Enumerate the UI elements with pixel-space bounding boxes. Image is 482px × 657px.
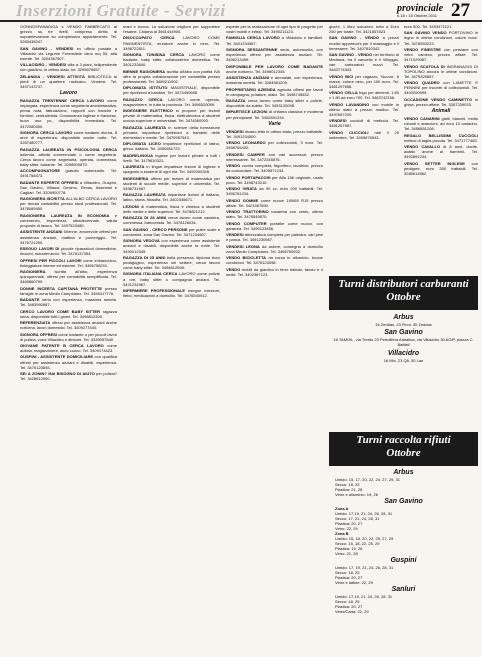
ad-body: attrezzatura completa per palestra, vari pesi e panca. Tel. 3491230987. — [226, 232, 323, 243]
ad-body: e commercio, esperienza ultradecennale, valuta proposte di lavoro. Tel. 3497523480. — [20, 212, 117, 229]
ad-body: a Villacidro e familiari. Tel. 3401234567. — [226, 35, 323, 46]
ad-body: azienda, attività commerciale o come segreteria. Cerca lavoro come segretaria, operaia, commessa, baby sitter, badante. Tel. 3298900679. — [20, 151, 117, 167]
classified-ad — [123, 153, 220, 163]
ad-lead: SEI A ZONIN? HAI BISOGNO DI AIUTO — [20, 371, 95, 377]
ad-body: con LAMETTE E PENNINI per incontri di collezionisti. Tel. 3493200999. — [404, 80, 478, 96]
ad-lead: VENDO — [226, 163, 241, 169]
classified-ad — [20, 168, 117, 178]
ad-body: LAVORO come operaio, magazziniere, in tutta la provincia. Tel. 3496520099. — [123, 96, 220, 107]
ad-lead: SIGNORA OFFRESI — [20, 331, 58, 337]
classified-ad — [20, 46, 117, 61]
classified-ad — [226, 209, 323, 219]
ad-lead: SIGNORA ITALIANA CERCA — [123, 271, 178, 277]
classified-ad — [404, 161, 478, 176]
classified-ad — [20, 24, 117, 44]
ad-body: esegue iniezioni, flebo, medicazioni a domicilio. Tel. 3476540912. — [123, 288, 220, 299]
classified-ad — [226, 163, 323, 173]
ad-lead: RAGAZZA DI 25 ANNI — [123, 254, 166, 260]
classified-ad — [123, 141, 220, 151]
ad-body: BIBLIOTECA ai piedi di un quartiere rusticano. Vendesi. Tel. 3497143737. — [20, 73, 117, 89]
section-heading: Lavoro — [59, 90, 78, 97]
classified-ad — [123, 288, 220, 298]
classified-ad — [20, 371, 117, 381]
ad-lead: BADANTE — [20, 297, 40, 303]
ad-body: cerca lavoro come baby sitter o pulizie, disponibile da subito. Tel. 3493120098. — [226, 98, 323, 109]
classified-ad — [404, 30, 478, 45]
ad-body: impartisce ripetizioni di latino, greco, italiano. Tel. 3450981723. — [123, 141, 220, 152]
ad-body: esperte per la realizzazione di ogni tipo di progetto per vostri mobili e infissi. Tel. 3490211123. — [226, 24, 323, 35]
ad-lead: DIPLOMATA LICEO — [123, 141, 161, 147]
classified-ad — [20, 320, 117, 330]
classified-ad — [404, 47, 478, 62]
fuel-town: San Gavino — [384, 329, 423, 337]
classified-ad — [226, 64, 323, 74]
ad-lead: VENDO SETTER INGLESE — [404, 160, 465, 166]
classified-ad — [20, 246, 117, 256]
ad-body: di matematica, fisica e chimica a studenti delle medie e delle superiori. Tel. 3478821212. — [123, 203, 220, 214]
classified-ad — [20, 332, 117, 342]
ad-lead: ESEGUO LAVORI DI — [20, 246, 60, 252]
ad-body: con qualifica offresi per assistenza anziani e disabili, esperienza. Tel. 3476123845. — [20, 354, 117, 370]
ad-body: ALL'ALBO CERCA LAVORO per tenuta contabilità presso studi professionali. Tel. 3478089450. — [20, 196, 117, 212]
ad-body: frigo per alimenti, 1.80 x 1.80 ad euro 700. Tel. 3483742156. — [329, 90, 399, 101]
classified-ad — [123, 69, 220, 84]
page-header — [0, 0, 482, 22]
ad-body: in scienze della formazione primaria impartisce ripetizioni a bambini delle elementari e medie. Tel. 3470987543. — [123, 124, 220, 140]
waste-line: Vetro: 21, 28 — [335, 551, 358, 556]
ads-column-4 — [329, 24, 399, 272]
ad-body: villa a 3 piani, indipendente con giardino, in ottimo stato, tel. 3295870657. — [20, 62, 117, 73]
ad-body: con mobile in ottimo stato a prezzo modico. Tel. 3497657209. — [329, 101, 399, 117]
ad-lead: VENDO BICICLETTA — [226, 255, 267, 261]
ad-lead: BIENNE RAGIONIERA — [123, 68, 166, 74]
ad-lead: RAGAZZA LAUREATA — [123, 124, 167, 130]
page-title: Inserzioni Gratuite - Servizi — [16, 1, 226, 20]
ad-lead: RAGIONIERA LAUREATA IN ECONOMIA — [20, 212, 110, 218]
classified-ad — [226, 109, 323, 119]
ads-column-5 — [404, 24, 478, 272]
issue-label: n.18 • 15 Ottobre 2011 — [397, 13, 438, 18]
ad-body: come badante o per piccoli lavori di pulizia, zona Villacidro e dintorni. Tel. 3339057840. — [20, 331, 117, 342]
ad-lead: BADANTE ESPERTE OFFRESI — [20, 179, 79, 185]
ad-lead: SIGNORA SESSANTENNE — [226, 46, 278, 52]
ad-body: si propone per lezioni private di matematica, fisica, elettrotecnica a studenti scuola superiore e universitari. Tel. 3474560093. — [123, 108, 220, 124]
classified-ad — [123, 52, 220, 67]
ad-lead: SAN GAVINO - VENDO — [329, 52, 373, 58]
waste-town: Arbus — [393, 469, 414, 476]
classified-ad — [123, 271, 220, 286]
ad-lead: OCCASIONE VENDO CAMINETTO — [404, 96, 472, 102]
ad-body: divano letto in ottimo stato, prezzo trattabile. Tel. 3491234500. — [226, 128, 323, 139]
ad-body: e ammalati, con esperienza, massima serietà. Tel. 3284561209. — [226, 75, 323, 86]
classified-ad — [226, 221, 323, 231]
ad-body: per Alfa 156 originale, usato poco. Tel. 3498743210. — [226, 174, 323, 185]
ad-body: GONNOSFANADIGA s VENDO FABBRICATO al grezzo su tre livelli, compreso diritto di sopraelevazione su complessivo appartamento. Tel. 3283438247. — [20, 24, 117, 45]
classified-ad — [20, 309, 117, 319]
waste-turns-banner — [329, 432, 478, 466]
classified-ad — [226, 129, 323, 139]
classified-ad — [226, 47, 323, 62]
waste-banner-title: Turni raccolta rifiuti — [356, 434, 451, 446]
classified-ad — [226, 267, 323, 277]
classified-ad — [329, 90, 399, 100]
ad-body: cuccioli di meticcio. Tel. 3481267987. — [329, 118, 399, 129]
ad-body: 50enne, amorevole offresi per assistenza anziani, mattina e pomeriggio. Tel. 3476721290. — [20, 229, 117, 245]
ad-body: da ardere, consegna a domicilio zona Medio Campidano. Tel. 3498760932. — [226, 243, 323, 254]
ad-lead: GIOVANE PATENTE B CERCA LAVORO — [20, 342, 104, 348]
waste-line: Plastica: 20, 27 — [335, 604, 363, 609]
ad-body: euro 500. Tel. 3493471121. — [404, 24, 453, 29]
waste-line: Vetro/Carta: 22, 29 — [335, 609, 369, 614]
classified-ad — [20, 62, 117, 72]
waste-line: Plastica: 20, 27 — [335, 521, 363, 526]
classified-ad — [404, 80, 478, 95]
ad-body: per ragazzo, 'Nuova', 6 marce, colore nero, per 100 euro. Tel. 3481297658. — [329, 73, 399, 89]
waste-line: Secco: 18, 25 — [335, 570, 360, 575]
classified-ad — [20, 74, 117, 89]
ad-lead: REFERENZIATA — [20, 320, 51, 326]
classified-ad — [404, 24, 478, 29]
classified-ad — [226, 98, 323, 108]
ad-body: iscritta all'albo con partita IVA offre la propria collaborazione per contabilità presso professionisti. Tel. 3489211902. — [123, 68, 220, 84]
ad-body: LAVORO come badante, baby sitter, collaboratrice domestica. Tel. 3401233840. — [123, 52, 220, 68]
classified-ad — [20, 147, 117, 167]
classified-ad — [226, 186, 323, 196]
section-heading: Varie — [268, 120, 281, 127]
classified-ad — [226, 152, 323, 162]
ad-body: di chitarra classica e moderna per principianti. Tel. 3402891234. — [226, 109, 323, 120]
waste-line: Umido: 15, 18, 20, 22, 25, 27, 29 — [335, 536, 394, 541]
ad-body: presso famiglie in zona Medio Campidano. Tel. 3498417776. — [20, 285, 117, 296]
ad-lead: LEZIONI — [123, 203, 139, 209]
ad-lead: FAMIGLIA CERCA LAVORO — [226, 35, 280, 41]
ad-lead: VENDO CAVALLO — [404, 144, 441, 150]
ad-body: come imbianchino, tinteggiature interne ed esterne. Tel. 3456758291. — [20, 257, 117, 268]
ad-body: nati il 29 settembre, Tel. 3409876543. — [329, 129, 399, 140]
ad-body: in ghisa, prezzo affare. Tel. 3287239033. — [404, 96, 478, 107]
ad-body: portatile come nuovo, con garanzia. Tel. 3490123456. — [226, 220, 323, 231]
ad-body: come autista, magazziniere, aiuto cuoco. Tel. 3409174423. — [20, 342, 117, 354]
ads-column-1 — [20, 24, 117, 652]
classified-ad — [404, 133, 478, 143]
classified-ad — [123, 227, 220, 237]
ad-body: INGRANAGGI DI TOPOLINO ancora in ottime condizioni. Tel. 3475329857. — [404, 63, 478, 79]
ad-body: cucina completa, frigorifero, lavatrice, prezzo da concordare. Tel. 3409871234. — [226, 163, 323, 174]
ad-body: meticci di taglia piccola. Tel. 3471777463. — [404, 137, 478, 143]
ad-body: come badante diurna, 8 anni di esperienza, disponibile anche notte. Tel. 3287480777. — [20, 129, 117, 146]
ad-lead: INFERMIERE PROFESSIONALE — [123, 288, 186, 294]
waste-schedule — [329, 468, 478, 614]
ad-lead: CERCO LAVORO COME BABY SITTER — [20, 308, 100, 314]
ad-lead: VENDO COMPUTER — [226, 220, 267, 226]
classified-ad — [123, 35, 220, 50]
waste-line: Umido: 17, 19, 21, 24, 26, 28, 31 — [335, 565, 394, 570]
classified-ad — [20, 286, 117, 296]
classified-ad — [123, 125, 220, 140]
fuel-town: Arbus — [393, 314, 414, 321]
ad-lead: VILLACIDRO - VENDESI — [20, 62, 67, 68]
ad-body: mani e bocca. La soluzione migliore per sopportare l'esame. Chiama al 3661444900. — [123, 24, 220, 35]
section-heading: Animali — [431, 107, 451, 114]
ad-body: per pulire scale e condomini, zona San Gavino. Tel. 3471234667. — [123, 226, 220, 237]
page-number: 27 — [451, 0, 470, 21]
ad-lead: ZELANDIA - VENDESI ATTIVITÀ — [20, 73, 85, 79]
classified-ad — [226, 255, 323, 265]
waste-banner-month: Ottobre — [386, 447, 421, 459]
ad-body: con pedigree, euro 350 trattabili. Tel. 3285614562. — [404, 160, 478, 176]
ad-lead: SAN GAVINO - CERCO PERSONE — [123, 226, 188, 232]
ad-lead: SAN GAVINO VENDO — [404, 30, 447, 36]
fuel-town: Villacidro — [387, 349, 420, 357]
classified-ad — [329, 130, 399, 140]
ads-column-2 — [123, 24, 220, 652]
classified-ad — [20, 130, 117, 145]
ad-body: ragazza seria, disponibile tutti i giorni. Tel. 3498812300. — [20, 308, 117, 319]
ad-lead: VENDO LAVANDINO — [329, 101, 370, 107]
fuel-dates: 16 Zeddas, 23 Finol, 30 Zeddas — [375, 322, 432, 327]
classified-ad — [20, 354, 117, 369]
ad-body: seria, automunita, con esperienza offresi per assistenza anziani. Tel. 3456213459. — [226, 46, 323, 63]
ad-lead: VENDO CELLA — [329, 90, 358, 96]
ad-lead: RAGAZZA TRENTENNE CERCA LAVORO — [20, 98, 105, 104]
fuel-dates: 16 TAMOIL, via Trento 23 Petrolifera Adriatica, via Villacidro 30 AGIP, piazza C. Battisti — [333, 337, 474, 348]
ad-lead: VENDO GOMME — [226, 197, 259, 203]
ad-body: da corsa in alluminio, buone condizioni. Tel. 3476123098. — [226, 255, 323, 266]
ad-lead: RAGAZZO CERCA — [123, 96, 163, 102]
ad-lead: VENDO CANARINI — [404, 115, 440, 121]
waste-line: Plastica: 21, 28 — [335, 487, 363, 492]
ad-lead: VENDO VIRATA — [226, 186, 257, 192]
ad-body: a prezzi modici apparecchi per il massaggio e il benessere. Tel. 3407810342. — [329, 35, 399, 51]
ad-lead: SAN GAVINO - VENDO — [329, 35, 380, 41]
ad-lead: PROPRIETARIO AZIENDA — [226, 86, 276, 92]
ad-body: gratuito automunito. Tel. 3491758473. — [20, 168, 117, 179]
classified-ad — [20, 269, 117, 284]
ad-lead: SIGNORA VEDOVA — [123, 238, 160, 244]
ad-body: per collezionisti, 3 euro. Tel. 3458765432. — [226, 140, 323, 151]
classified-ad — [329, 24, 399, 34]
ad-body: MAGISTRALE, disponibile per ripetizioni a bambini. Tel. 3473490988. — [123, 85, 220, 96]
ad-body: ex ufficio postale a Villacidro via Legume Forensiiste vano mq 50, alta esente. Tel. 3204367507. — [20, 45, 117, 61]
ad-body: da 90 cc, euro 200 trattabili. Tel. 3456781234. — [226, 186, 323, 197]
waste-line: Vetro: 22, 29 — [335, 526, 358, 531]
ad-body: anche notturno. Tel. 3498012345. — [226, 68, 286, 74]
ad-body: impartisce lezioni di italiano, latino, storia, filosofia. Tel. 3402345671. — [123, 192, 220, 203]
ad-body: di 8 anni, docile, adatto anche ai bambini. Tel. 3492891234. — [404, 144, 478, 160]
ad-body: tosaerba con cesto, ottimo stato. Tel. 3476549870. — [226, 209, 323, 220]
ad-body: LAVORO come pulizie a ore, baby sitter o compagnia anziani. Tel. 3421234987. — [123, 271, 220, 287]
ad-lead: ASSISTENTE ANZIANI — [20, 229, 63, 235]
classified-ad — [226, 87, 323, 97]
ad-body: con esperienza come assistente anziani e disabili, disponibile anche la notte. Tel. 3490012345. — [123, 238, 220, 254]
fuel-banner-month: Ottobre — [386, 291, 421, 303]
classified-ad — [20, 98, 117, 129]
classified-ad — [123, 215, 220, 225]
classified-ad — [20, 196, 117, 211]
ad-lead: VENDO TRATTORINO — [226, 209, 269, 215]
ad-lead: ACCOMPAGNATORE — [20, 168, 60, 174]
classified-ad — [20, 258, 117, 268]
waste-line: Vetro e alluminio: 19, 26 — [335, 492, 378, 497]
classified-ad — [123, 204, 220, 214]
ad-body: come nuove 195/65 R15 prezzo affare. Tel. 3421567890. — [226, 197, 323, 208]
ad-lead: MADRELINGUA — [123, 152, 153, 158]
ad-lead: DISPONIBILE PER LAVORO COME BADANTE — [226, 63, 323, 69]
waste-line: Umido: 17,19, 21, 24, 26, 28, 31 — [335, 511, 393, 516]
ad-lead: VENDO BICI — [329, 73, 354, 79]
classified-ad — [329, 102, 399, 117]
ad-lead: RAGAZZA DI 28 ANNI — [123, 215, 167, 221]
classified-ad — [123, 108, 220, 123]
classified-ad — [404, 97, 478, 107]
ad-body: mobili da giardino in ferro battuto, tavolo e 4 sedie. Tel. 3402387123. — [226, 266, 323, 277]
ad-lead: VENDO QUADRO — [404, 80, 440, 86]
ad-lead: RAGIONIERA — [20, 268, 46, 274]
ad-lead: VENDESI LEGNA — [226, 243, 260, 249]
ad-lead: VENDESI — [329, 118, 347, 124]
waste-line: Plastica: 19, 26 — [335, 546, 363, 551]
ad-lead: VENDO PORTAPACCHI — [226, 174, 271, 180]
waste-town: Sanluri — [391, 586, 416, 593]
ad-body: con persiane con vetro camera, prezzo affare. Tel. 3471029087. — [404, 46, 478, 63]
ad-lead: SAN GAVINO - VENDESI — [20, 45, 74, 51]
waste-town: Guspini — [390, 557, 417, 564]
ad-lead: GUSPINI - ASSISTENTE DOMICILIARE — [20, 354, 94, 360]
waste-line: Secco: 18, 25 — [335, 599, 360, 604]
ads-column-3 — [226, 24, 323, 652]
classified-ad — [20, 297, 117, 307]
classified-ad — [226, 232, 323, 242]
ad-body: come impiegata, esperienza come segreteria amministrativa, prima nota, fatturazione, rapporti con banche e fornitori, centralinista. Conoscenza inglese e francese, buon uso pc, disponibilità immediata. Tel. 3472080400. — [20, 98, 117, 129]
classified-ad — [123, 164, 220, 174]
classified-ad — [226, 140, 323, 150]
classified-ad — [20, 213, 117, 228]
ad-body: piccole riparazioni domestiche, ritocchi, manutenzioni. Tel. 3478137354. — [20, 246, 117, 257]
classified-ad — [404, 144, 478, 159]
ad-lead: VENDESI CAMPER — [226, 151, 265, 157]
ad-lead: VENDO FINESTRE — [404, 46, 441, 52]
ad-lead: REGALO BELLISSIMI CUCCIOLI — [404, 132, 478, 138]
ad-lead: LAUREATA — [123, 164, 145, 170]
ad-lead: ASSISTENZA ANZIANI — [226, 75, 270, 81]
waste-line: Vetro e lattine: 22, 29 — [335, 580, 373, 585]
ad-lead: INGEGNERE ELETTRICO — [123, 108, 173, 114]
ad-lead: DONNE INCERTA CAPITANA PROTETTE — [20, 285, 103, 291]
waste-line: Umido: 15, 17, 20, 22, 24, 27, 29, 31 — [335, 477, 400, 482]
classified-ad — [226, 24, 323, 34]
classified-ad — [123, 238, 220, 253]
classified-ad — [20, 229, 117, 244]
ad-lead: SIGNORA CERCA LAVORO — [20, 129, 73, 135]
classified-ad — [123, 97, 220, 107]
ad-body: offresi per lezioni di matematica per studenti di scuole medie, superiori e università. Tel. 3496731987. — [123, 175, 220, 191]
classified-ad — [329, 52, 399, 72]
waste-line: Plastica: 20, 27 — [335, 575, 363, 580]
classified-ad — [226, 198, 323, 208]
waste-line: Secco: 15, 18, 22, 25, 29 — [335, 541, 380, 546]
ad-body: PORTOVINO in legno in ottime condizioni, colore noce. Tel. 3476553223. — [404, 30, 478, 46]
classified-ad — [329, 35, 399, 50]
classified-ad — [123, 24, 220, 34]
ad-lead: VENDESI — [226, 232, 244, 238]
ad-lead: VENDO — [226, 266, 241, 272]
ad-body: a Villacidro, Guspini, San Gavino, Villasor, Decimo, Elmas, Assemini e Cagliari. Tel. 3209900778. — [20, 179, 117, 195]
ad-lead: RAGIONIERA ISCRITTA — [20, 196, 65, 202]
ad-body: inglese per lezioni private a tutti i livelli. Tel. 3475630321. — [123, 152, 220, 163]
ad-body: gialli, bianchi, molto robusti e arancioni, ad euro 10 cadauno. Tel. 3456851208. — [404, 115, 478, 132]
waste-zone: Zona A — [335, 506, 349, 511]
ad-body: agricola offresi per lavori in campagna, potature, sfalci. Tel. 3498745632. — [226, 86, 323, 97]
classified-ad — [226, 175, 323, 185]
ad-lead: DISOCCUPATO CERCA — [123, 35, 175, 41]
newspaper-logo: provinciale — [397, 3, 444, 14]
classified-ad — [226, 244, 323, 254]
ad-lead: VENDO LEONARDO — [226, 140, 266, 146]
ad-lead: RAGAZZA LAUREATA — [123, 192, 166, 198]
classified-ad — [226, 35, 323, 45]
classified-ad — [123, 176, 220, 191]
ad-lead: INGEGNERIA — [123, 175, 149, 181]
ad-lead: IMPARTISCE LEZIONI — [226, 109, 268, 115]
waste-line: Secco: 17, 21, 24, 28, 31 — [335, 516, 380, 521]
fuel-turns-banner — [329, 276, 478, 310]
ad-body: bella presenza, diploma liceo pedagogico, esperienza nel settore, cerca lavoro come baby sitter. Tel. 3498812098. — [123, 254, 220, 271]
ad-body: iscritta all'albo, esperienza quinquennale, offresi per contabilità semplificata. Tel. 3465860799. — [20, 268, 117, 285]
ad-body: per pulizia? Tel. 3428612900. — [20, 371, 117, 382]
ad-lead: VENDESI — [226, 128, 244, 134]
waste-line: Secco: 18, 25 — [335, 482, 360, 487]
ad-body: nel territorio di Mediana, tra il cancello e il Villaggio, vari carburatori nuovi. Tel. 3463774343. — [329, 52, 399, 73]
fuel-schedule — [329, 312, 478, 363]
fuel-banner-title: Turni distributori carburanti — [338, 278, 469, 290]
ad-lead: DIPLOMATA ISTITUTO — [123, 85, 168, 91]
ad-body: in lingue impartisce lezioni di inglese e spagnolo a studenti di ogni età. Tel. 3492000345. — [123, 164, 220, 175]
ad-body: con vari accessori, prezzo interessante. Tel. 3472345876. — [226, 151, 323, 162]
waste-line: Umido: 17,19, 21, 24, 26, 28, 31 — [335, 594, 393, 599]
classified-ad — [404, 116, 478, 131]
classified-ad — [329, 74, 399, 89]
classified-ad — [329, 118, 399, 128]
ad-lead: RAGAZZA LAUREATA IN PSICOLOGIA CERCA — [20, 146, 117, 152]
ad-lead: OFFRESI PER PICCOLI LAVORI — [20, 257, 82, 263]
ad-body: LAVORO COME PAVIMENTISTA, muratore anche in nero. Tel. 3496722811. — [123, 35, 220, 51]
ad-lead: SIGNORA TUNISINA CERCA — [123, 52, 185, 58]
classified-ad — [123, 192, 220, 202]
waste-zone: Zona B — [335, 531, 349, 536]
ad-lead: RAGAZZA — [226, 98, 246, 103]
ad-body: seria con esperienza, massima serietà. Tel. 3463990887. — [20, 297, 117, 308]
waste-town: San Gavino — [384, 498, 423, 505]
classified-ad — [226, 75, 323, 85]
classified-ad — [20, 180, 117, 195]
classified-ad — [123, 85, 220, 95]
classified-ad — [20, 343, 117, 353]
ad-lead: VENDO SCATOLA DI — [404, 63, 445, 69]
ad-body: cerca lavoro come cassiera, commessa, banconista. Tel. 3478126034. — [123, 215, 220, 226]
fuel-dates: 16 Mio, 23 Q8, 30 Lao — [383, 357, 424, 363]
classified-ad — [123, 255, 220, 270]
ad-body: giochi. 1 libro soluzioni, tutto a Euro 250 per totale. Tel. 3421657823. — [329, 24, 399, 35]
ad-lead: VENDO CUCCIOLI — [329, 129, 369, 135]
ad-body: offresi per assistenza anziani anche notturna, lavori domestici. Tel. 3409277640. — [20, 320, 117, 331]
classified-ad — [404, 64, 478, 79]
